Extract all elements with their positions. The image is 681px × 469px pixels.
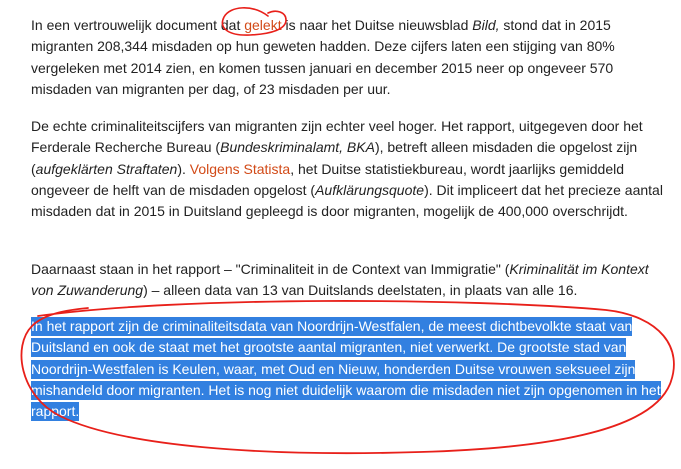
paragraph-3: [31, 259, 671, 302]
emphasis-bka: Bundeskriminalamt, BKA: [220, 139, 375, 156]
selected-text[interactable]: In het rapport zijn de criminaliteitsdata van Noordrijn-Westfalen, de meest dichtbevolkte staat van Duitsland en ook de staat met het grootste aantal migranten, niet verwerkt. De grootste stad van Noordrijn-Westfalen is Keulen, waar, met Oud en Nieuw, honderden Duitse vrouwen seksueel zijn mishandeld door migranten. Het is nog niet duidelijk waarom die misdaden niet zijn opgenomen in het rapport.: [31, 318, 661, 420]
paragraph-4-selected[interactable]: [31, 316, 671, 422]
paragraph-2: [31, 116, 671, 222]
paragraph-1: [31, 15, 671, 100]
text-segment: ).: [177, 160, 190, 177]
link-volgens-statista[interactable]: Volgens Statista: [189, 160, 291, 177]
text-segment: ), betreft alleen misdaden die opgelost zijn (: [31, 139, 638, 177]
emphasis-aufklarungsquote: Aufklärungsquote: [315, 181, 425, 198]
text-segment: In een vertrouwelijk document dat: [31, 17, 245, 33]
text-segment: , het Duitse statistiekbureau, wordt jaarlijks gemiddeld ongeveer de helft van de misdaden opgelost (: [31, 160, 625, 198]
text-segment: is naar het Duitse nieuwsblad: [281, 17, 473, 33]
emphasis-bild: Bild,: [472, 17, 500, 33]
text-segment: Daarnaast staan in het rapport – "Criminaliteit in de Context van Immigratie" (: [31, 261, 510, 277]
emphasis-straftaten: aufgeklärten Straftaten: [35, 160, 178, 177]
text-segment: ) – alleen data van 13 van Duitslands deelstaten, in plaats van alle 16.: [143, 282, 578, 299]
text-segment: ). Dit impliceert dat het precieze aantal misdaden dat in 2015 in Duitsland gepleegd is door migranten, mogelijk de 400,000 overschrijdt.: [31, 181, 663, 220]
link-gelekt[interactable]: gelekt: [244, 17, 282, 33]
text-segment: stond dat in 2015 migranten 208,344 misdaden op hun geweten hadden. Deze cijfers laten een stijging van 80% vergeleken met 2014 zien, en komen tussen januari en december 2015 neer op ongeveer 570 misdaden van migranten per dag, of 23 misdaden per uur.: [31, 17, 615, 97]
emphasis-kriminalitat: Kriminalität im Kontext von Zuwanderung: [31, 261, 649, 299]
text-segment: De echte criminaliteitscijfers van migranten zijn echter veel hoger. Het rapport, uitgegeven door het Ferderale Recherche Bureau (: [31, 118, 643, 156]
